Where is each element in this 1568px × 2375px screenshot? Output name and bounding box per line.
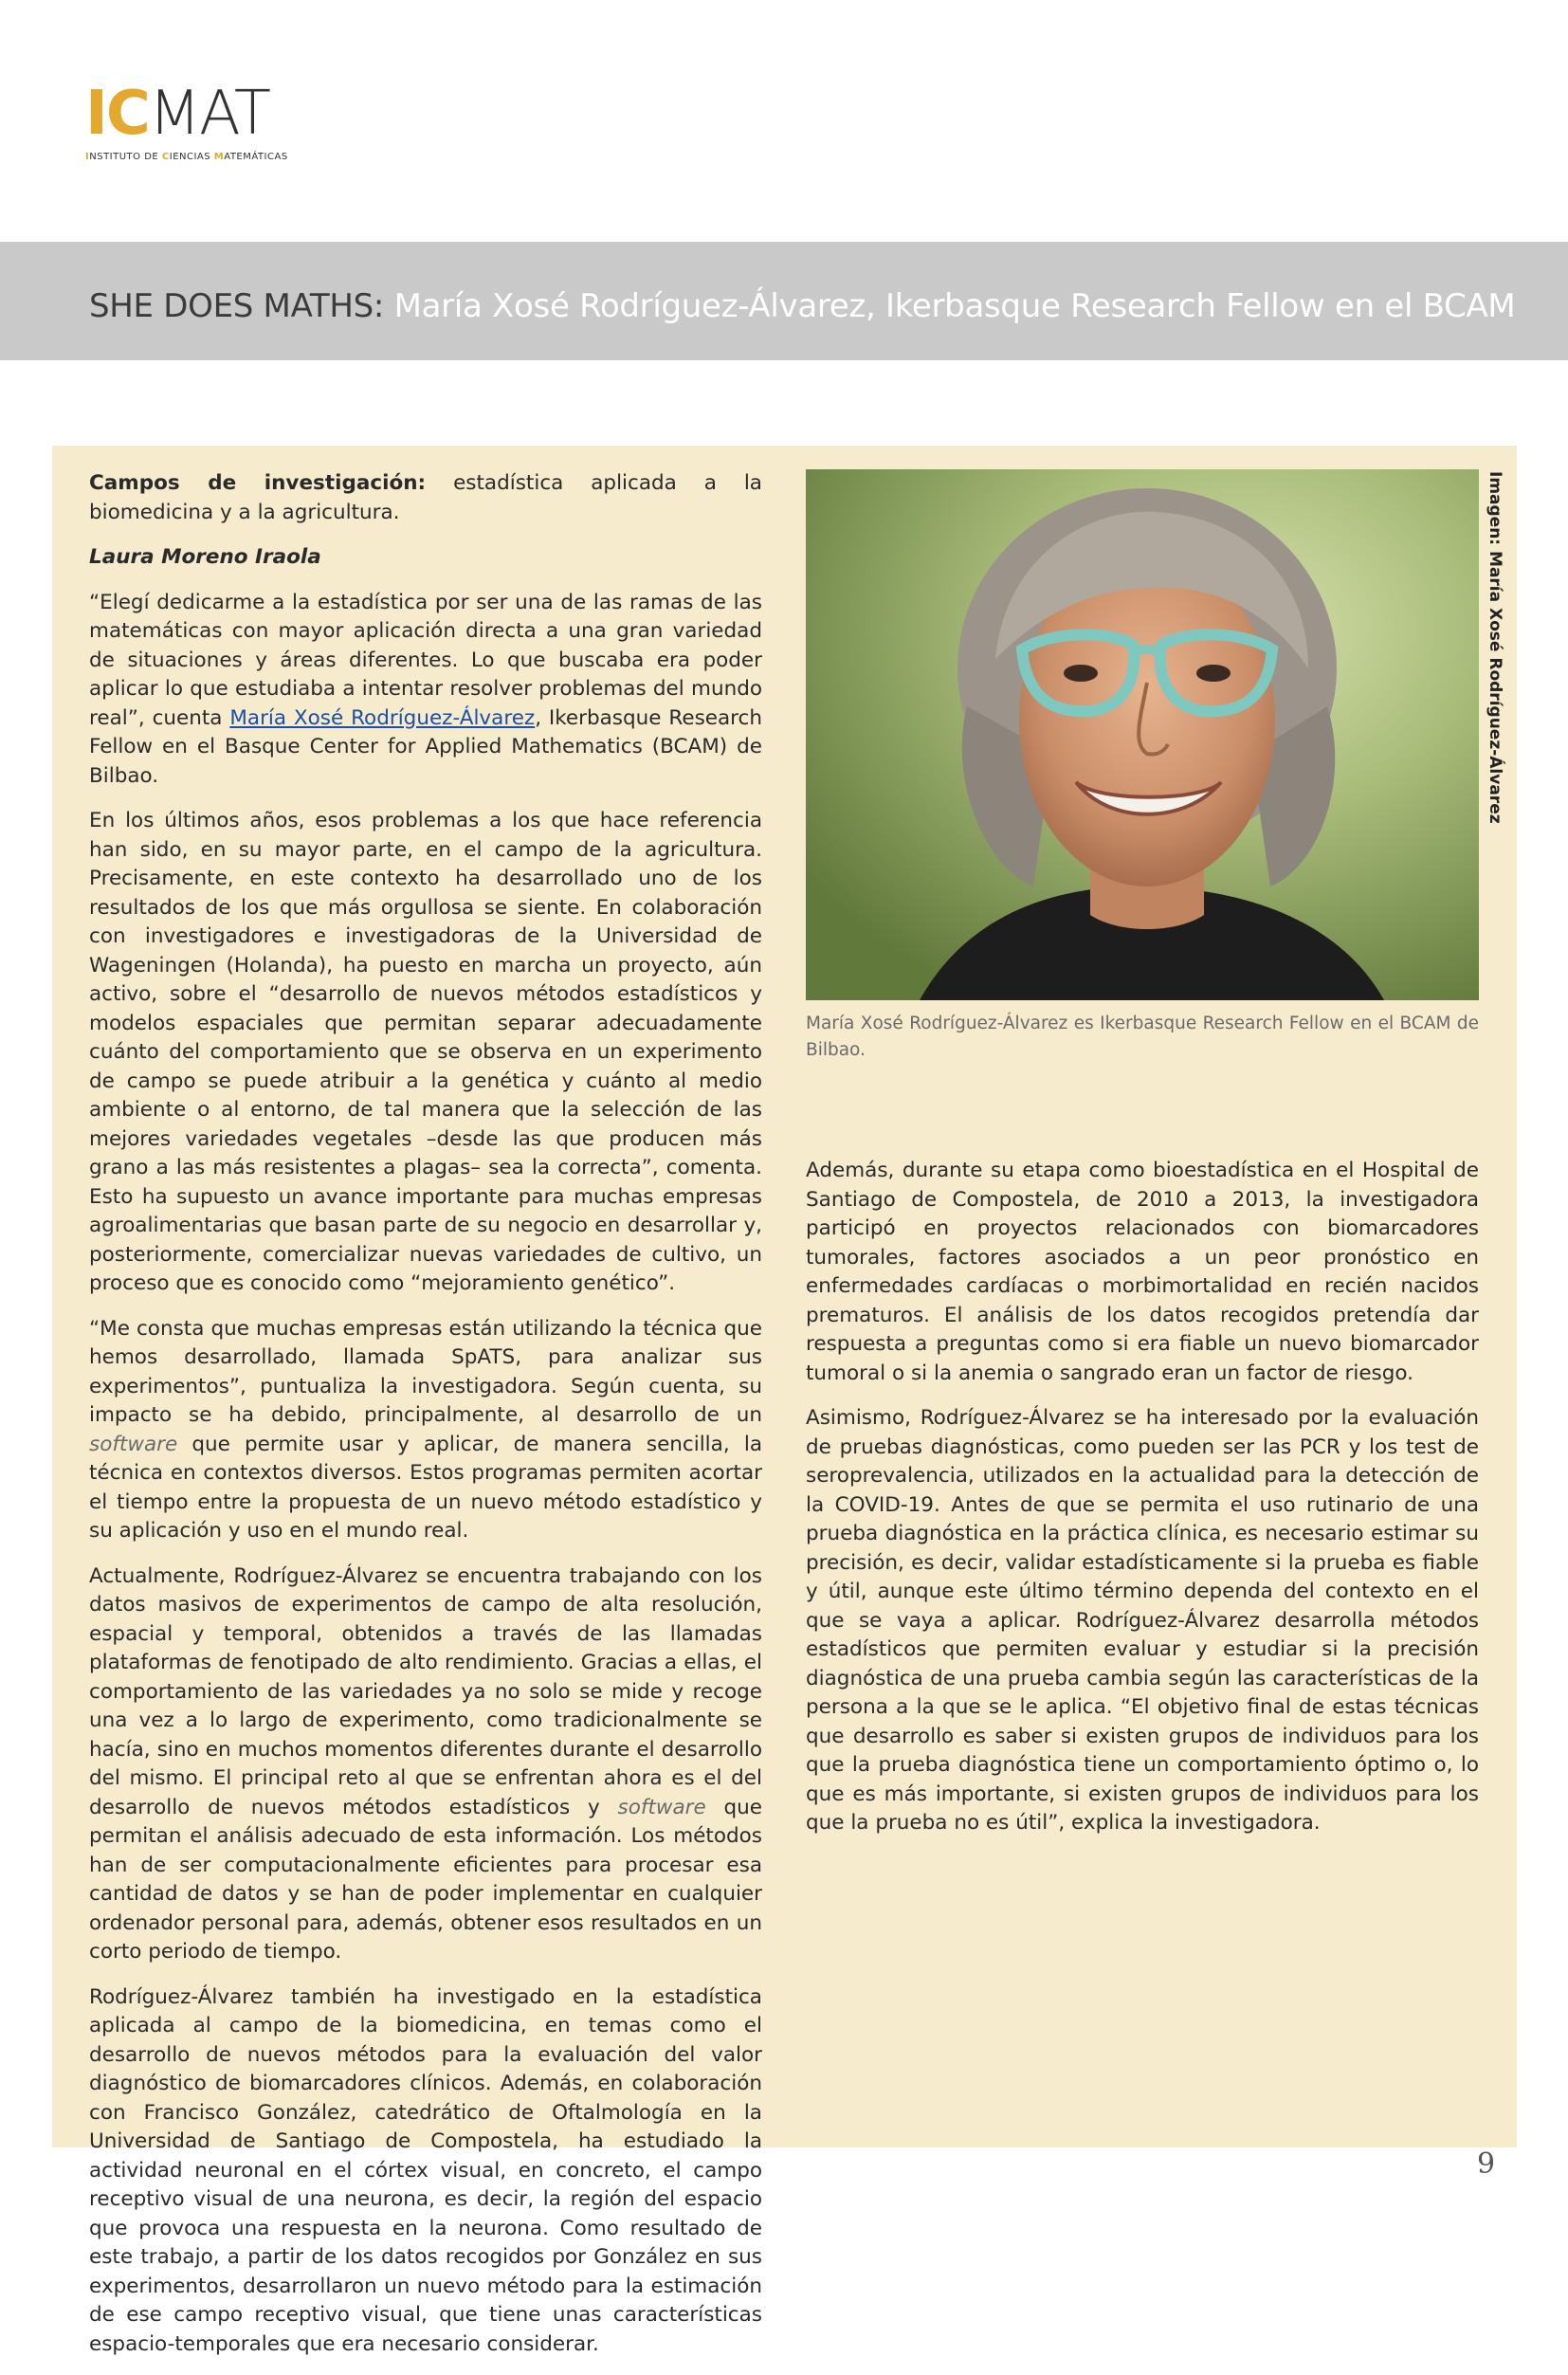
page-number: 9 [1477, 2147, 1496, 2181]
photo-caption: María Xosé Rodríguez-Álvarez es Ikerbasque Research Fellow en el BCAM de Bilbao. [806, 1014, 1479, 1060]
paragraph-7: Asimismo, Rodríguez-Álvarez se ha interesado por la evaluación de pruebas diagnósticas, como pueden ser las PCR y los test de seroprevalencia, utilizados en la actualidad para la detección de la COVID-19. Antes de que se permita el uso rutinario de una prueba diagnóstica en la práctica clínica, es necesario estimar su precisión, es decir, validar estadísticamente si la prueba es fiable y útil, aunque este último término dependa del contexto en el que se vaya a aplicar. Rodríguez-Álvarez desarrolla métodos estadísticos que permiten evaluar y estudiar si la precisión diagnóstica de una prueba cambia según las características de la persona a la que se le aplica. “El objetivo final de estas técnicas que desarrollo es saber si existen grupos de individuos para los que la prueba diagnóstica tiene un comportamiento óptimo o, lo que es más importante, si existen grupos de individuos para los que la prueba no es útil”, explica la investigadora. [806, 1406, 1479, 1835]
profile-link[interactable]: María Xosé Rodríguez-Álvarez [229, 705, 536, 730]
profile-name: María Xosé Rodríguez-Álvarez, Ikerbasque Research Fellow en el BCAM [393, 287, 1516, 325]
paragraph-2: En los últimos años, esos problemas a los que hace referencia han sido, en su mayor parte, en el campo de la agricultura. Precisamente, en este contexto ha desarrollado uno de los resultados de los que más orgullosa se siente. En colaboración con investigadores e investigadoras de la Universidad de Wageningen (Holanda), ha puesto en marcha un proyecto, aún activo, sobre el “desarrollo de nuevos métodos estadísticos y modelos espaciales que permitan separar adecuadamente cuánto del comportamiento que se observa en un experimento de campo se puede atribuir a la genética y cuánto al medio ambiente o al entorno, de tal manera que la selección de las mejores variedades vegetales –desde las que producen más grano a las más resistentes a plagas– sea la correcta”, comenta. Esto ha supuesto un avance importante para muchas empresas agroalimentarias que basan parte de su negocio en desarrollar y, posteriormente, comercializar nuevas variedades de cultivo, un proceso que es conocido como “mejoramiento genético”. [89, 809, 762, 1295]
photo-credit: Imagen: María Xosé Rodríguez-Álvarez [1486, 471, 1504, 824]
paragraph-6: Además, durante su etapa como bioestadística en el Hospital de Santiago de Compostela, de 2010 a 2013, la investigadora participó en proyectos relacionados con biomarcadores tumorales, factores asociados a un peor pronóstico en enfermedades cardíacas o morbimortalidad en recién nacidos prematuros. El análisis de los datos recogidos pretendía dar respuesta a preguntas como si era fiable un nuevo biomarcador tumoral o si la anemia o sangrado eran un factor de riesgo. [806, 1159, 1479, 1385]
portrait-illustration [806, 469, 1479, 1000]
paragraph-5-start: Rodríguez-Álvarez también ha investigado en la estadística aplicada al campo de la biomedicina, en temas como el desarrollo de nuevos métodos para la evaluación del valor diagnóstico de biomarcadores clínicos. Además, en colaboración con Francisco González, catedrático de Oftalmología en la Universidad de Santiago de Compostela, ha estudiado la actividad neuronal en el córtex visual, en concreto, el campo receptivo visual de una neurona, es decir, la región del espacio que provoca una respuesta en la neurona. Como resultado de este trabajo, a partir de los datos recogidos por González en sus experimentos, desarrollaron un nuevo método para la estimación de ese campo receptivo visual, que tiene unas características espacio-temporales que era necesario considerar. [89, 1984, 762, 2356]
icmat-logo [85, 79, 303, 169]
logo-wordmark: ICMAT [85, 79, 269, 149]
research-fields: Campos de investigación: estadística aplicada a la biomedicina y a la agricultura. [89, 471, 762, 524]
paragraph-1: “Elegí dedicarme a la estadística por ser una de las ramas de las matemáticas con mayor aplicación directa a una gran variedad de situaciones y áreas diferentes. Lo que buscaba era poder aplicar lo que estudiaba a intentar resolver problemas del mundo real”, cuenta María Xosé Rodríguez-Álvarez, Ikerbasque Research Fellow en el Basque Center for Applied Mathematics (BCAM) de Bilbao. [89, 590, 762, 788]
author-byline: Laura Moreno Iraola [89, 545, 321, 569]
article-column-right [806, 1157, 1479, 1854]
paragraph-4: Actualmente, Rodríguez-Álvarez se encuentra trabajando con los datos masivos de experimentos de campo de alta resolución, espacial y temporal, obtenidos a través de las llamadas plataformas de fenotipado de alto rendimiento. Gracias a ellas, el comportamiento de las variedades ya no solo se mide y recoge una vez a lo largo de experimento, como tradicionalmente se hacía, sino en muchos momentos diferentes durante el desarrollo del mismo. El principal reto al que se enfrentan ahora es el del desarrollo de nuevos métodos estadísticos y software que permitan el análisis adecuado de esta información. Los métodos han de ser computacionalmente eficientes para procesar esa cantidad de datos y se han de poder implementar en cualquier ordenador personal para, además, obtener esos resultados en un corto periodo de tiempo. [89, 1563, 762, 1964]
section-banner [0, 242, 1568, 360]
section-kicker: SHE DOES MATHS: [89, 287, 385, 325]
page-title [89, 287, 1515, 325]
logo-subtitle: INSTITUTO DE CIENCIAS MATEMÁTICAS [85, 152, 288, 162]
article-column-left [89, 469, 762, 2375]
paragraph-3: “Me consta que muchas empresas están utilizando la técnica que hemos desarrollado, llamada SpATS, para analizar sus experimentos”, puntualiza la investigadora. Según cuenta, su impacto se ha debido, principalmente, al desarrollo de un software que permite usar y aplicar, de manera sencilla, la técnica en contextos diversos. Estos programas permiten acortar el tiempo entre la propuesta de un nuevo método estadístico y su aplicación y uso en el mundo real. [89, 1316, 762, 1543]
portrait-photo [806, 469, 1479, 1000]
